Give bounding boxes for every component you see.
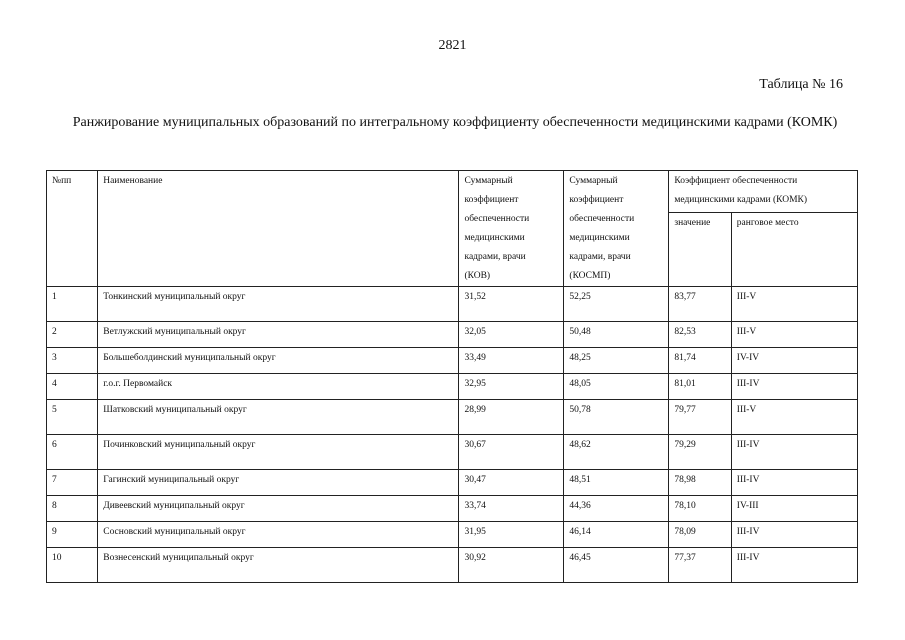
page-number: 2821 [438, 38, 467, 53]
cell-kosmp: 48,62 [564, 435, 669, 470]
cell-kosmp: 48,25 [564, 348, 669, 374]
cell-kosmp: 50,48 [564, 322, 669, 348]
cell-name: Гагинский муниципальный округ [98, 470, 459, 496]
header-kosmp-line: медицинскими [569, 233, 630, 243]
header-kov-line: Суммарный [464, 176, 513, 186]
cell-kov: 30,67 [459, 435, 564, 470]
cell-value: 78,10 [669, 496, 731, 522]
header-kosmp-line: обеспеченности [569, 214, 635, 224]
cell-kosmp: 46,14 [564, 522, 669, 548]
table-row [47, 322, 858, 348]
cell-name: г.о.г. Первомайск [98, 374, 459, 400]
cell-num: 5 [47, 400, 98, 435]
cell-kov: 31,52 [459, 287, 564, 322]
cell-num: 8 [47, 496, 98, 522]
table-row [47, 287, 858, 322]
cell-kov: 33,49 [459, 348, 564, 374]
cell-kov: 30,92 [459, 548, 564, 583]
cell-kov: 32,05 [459, 322, 564, 348]
cell-num: 4 [47, 374, 98, 400]
cell-value: 78,09 [669, 522, 731, 548]
cell-num: 6 [47, 435, 98, 470]
document-title: Ранжирование муниципальных образований по интегральному коэффициенту обеспеченности медицинскими кадрами (КОМК) [72, 115, 838, 130]
header-value: значение [669, 213, 731, 287]
cell-value: 82,53 [669, 322, 731, 348]
header-kov-line: (КОВ) [464, 271, 491, 281]
cell-rank: III-IV [731, 470, 857, 496]
cell-num: 1 [47, 287, 98, 322]
header-kov [459, 171, 564, 287]
table-row [47, 470, 858, 496]
cell-name: Вознесенский муниципальный округ [98, 548, 459, 583]
header-kov-line: кадрами, врачи [464, 252, 526, 262]
cell-rank: IV-IV [731, 348, 857, 374]
header-kosmp-line: (КОСМП) [569, 271, 611, 281]
cell-value: 81,01 [669, 374, 731, 400]
cell-kosmp: 52,25 [564, 287, 669, 322]
header-kov-line: обеспеченности [464, 214, 530, 224]
cell-rank: IV-III [731, 496, 857, 522]
table-row [47, 374, 858, 400]
cell-kov: 33,74 [459, 496, 564, 522]
cell-value: 77,37 [669, 548, 731, 583]
table-row [47, 548, 858, 583]
cell-value: 83,77 [669, 287, 731, 322]
header-kosmp-line: Суммарный [569, 176, 618, 186]
cell-name: Дивеевский муниципальный округ [98, 496, 459, 522]
ranking-table [46, 170, 858, 583]
cell-name: Тонкинский муниципальный округ [98, 287, 459, 322]
header-rank: ранговое место [731, 213, 857, 287]
table-row [47, 348, 858, 374]
cell-rank: III-IV [731, 374, 857, 400]
cell-num: 7 [47, 470, 98, 496]
cell-value: 81,74 [669, 348, 731, 374]
cell-value: 78,98 [669, 470, 731, 496]
header-kosmp-line: коэффициент [569, 195, 624, 205]
cell-num: 9 [47, 522, 98, 548]
cell-num: 10 [47, 548, 98, 583]
table-body [47, 287, 858, 583]
cell-kosmp: 44,36 [564, 496, 669, 522]
cell-rank: III-IV [731, 548, 857, 583]
cell-num: 3 [47, 348, 98, 374]
header-kov-line: коэффициент [464, 195, 519, 205]
cell-rank: III-V [731, 287, 857, 322]
table-row [47, 496, 858, 522]
cell-kosmp: 50,78 [564, 400, 669, 435]
header-kov-line: медицинскими [464, 233, 525, 243]
table-row [47, 435, 858, 470]
cell-name: Сосновский муниципальный округ [98, 522, 459, 548]
header-kosmp-line: кадрами, врачи [569, 252, 631, 262]
header-name: Наименование [98, 171, 459, 287]
cell-kov: 28,99 [459, 400, 564, 435]
cell-value: 79,29 [669, 435, 731, 470]
header-kosmp [564, 171, 669, 287]
cell-kov: 30,47 [459, 470, 564, 496]
cell-rank: III-V [731, 322, 857, 348]
cell-num: 2 [47, 322, 98, 348]
table-row [47, 522, 858, 548]
cell-kosmp: 48,51 [564, 470, 669, 496]
cell-kosmp: 46,45 [564, 548, 669, 583]
cell-name: Шатковский муниципальный округ [98, 400, 459, 435]
cell-name: Ветлужский муниципальный округ [98, 322, 459, 348]
cell-kosmp: 48,05 [564, 374, 669, 400]
cell-rank: III-V [731, 400, 857, 435]
table-caption: Таблица № 16 [759, 77, 843, 92]
cell-name: Большеболдинский муниципальный округ [98, 348, 459, 374]
header-komk-line: медицинскими кадрами (КОМК) [674, 195, 808, 205]
header-num: №пп [47, 171, 98, 287]
cell-name: Починковский муниципальный округ [98, 435, 459, 470]
cell-rank: III-IV [731, 522, 857, 548]
cell-value: 79,77 [669, 400, 731, 435]
header-komk-line: Коэффициент обеспеченности [674, 176, 798, 186]
header-komk [669, 171, 858, 213]
table-row [47, 400, 858, 435]
cell-kov: 31,95 [459, 522, 564, 548]
cell-kov: 32,95 [459, 374, 564, 400]
cell-rank: III-IV [731, 435, 857, 470]
